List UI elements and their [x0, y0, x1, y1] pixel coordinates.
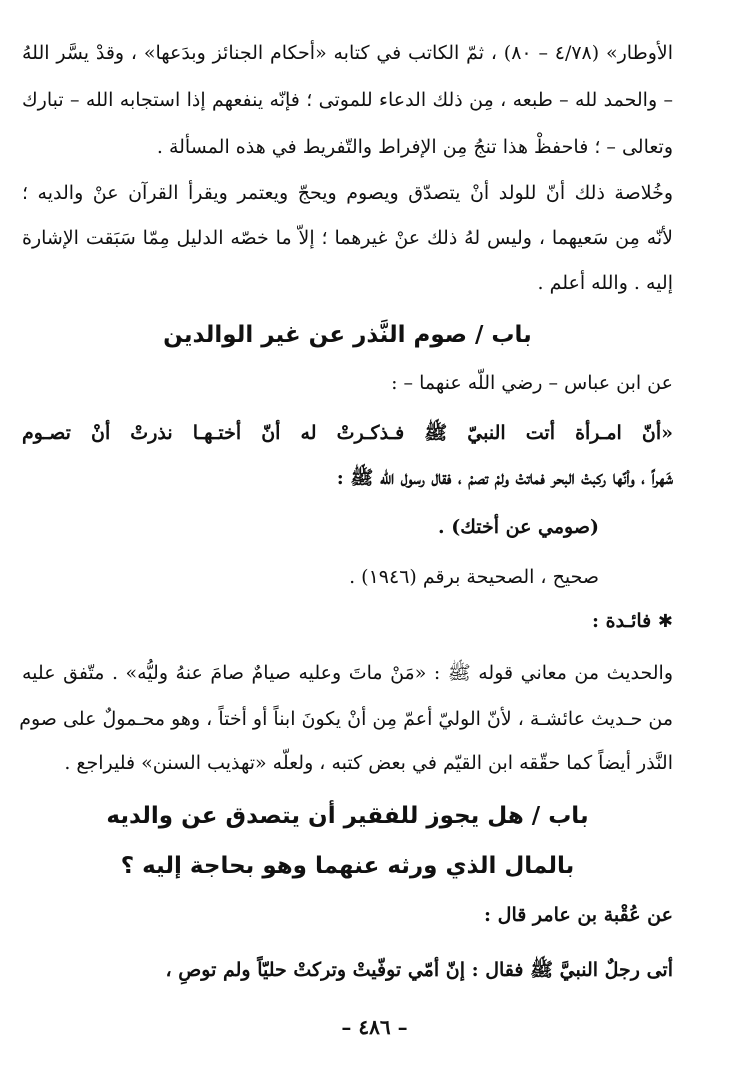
hadith-narrator: عن ابن عباس – رضي اللّه عنهما – :: [391, 372, 673, 394]
benefit-heading: [22, 606, 673, 637]
page-number: – ٤٨٦ –: [341, 1015, 408, 1039]
hadith-narrator: عن عُقْبة بن عامر قال :: [484, 904, 673, 926]
hadith-text-line: أتى رجلٌ النبيَّ ﷺ فقال : إنّ أمّي توفّيتْ وتركتْ حليّاً ولم توصِ ،: [165, 959, 673, 981]
text-line: لأنّه مِن سَعيهما ، وليس لهُ ذلك عنْ غيرهما ؛ إلاّ ما خصّه الدليل مِمّا سَبَقت الإشارة: [22, 227, 673, 249]
text-line: من حـديث عائشـة ، لأنّ الوليّ أعمّ مِن أنْ يكونَ ابناً أو أختاً ، وهو محـمولٌ على صوم: [19, 708, 673, 730]
asterisk-icon: ✱: [657, 611, 673, 632]
benefit-label: فائـدة :: [591, 610, 652, 632]
text-line: وخُلاصة ذلك أنّ للولد أنْ يتصدّق ويصوم ويحجّ ويعتمر ويقرأ القرآن عنْ والديه ؛: [22, 182, 673, 204]
section-heading: بالمال الذي ورثه عنهما وهو بحاجة إليه ؟: [120, 853, 575, 879]
section-heading: باب / صوم النَّذر عن غير الوالدين: [163, 322, 532, 348]
hadith-text-line: شَهراً ، وأنّها ركبتْ البحر فماتتْ ولمْ تصمْ ، فقال رسول اللّه ﷺ :: [336, 467, 673, 489]
hadith-grading: صحيح ، الصحيحة برقم (١٩٤٦) .: [349, 566, 599, 588]
text-line: – والحمد لله – طبعه ، مِن ذلك الدعاء للموتى ؛ فإنّه ينفعهم إذا استجابه الله – تبارك: [22, 89, 673, 111]
hadith-text-line: «أنّ امـرأة أتت النبيّ ﷺ فـذكـرتْ له أنّ أختـهـا نذرتْ أنْ تصـوم: [22, 422, 673, 444]
text-line: وتعالى – ؛ فاحفظْ هذا تنجُ مِن الإفراط والتّفريط في هذه المسألة .: [156, 136, 673, 158]
text-line: إليه . والله أعلم .: [537, 272, 673, 294]
text-line: النَّذر أيضاً كما حقّقه ابن القيّم في بعض كتبه ، ولعلّه «تهذيب السنن» فليراجع .: [64, 752, 673, 774]
text-line: الأوطار» (٤/٧٨ – ٨٠) ، ثمّ الكاتب في كتابه «أحكام الجنائز وبدَعها» ، وقدْ يسَّر اللهُ: [22, 42, 673, 64]
text-line: والحديث من معاني قوله ﷺ : «مَنْ ماتَ وعليه صيامٌ صامَ عنهُ وليُّه» . متّفق عليه: [22, 662, 673, 684]
prophet-saying: (صومي عن أختك) .: [438, 516, 599, 538]
section-heading: باب / هل يجوز للفقير أن يتصدق عن والديه: [106, 803, 589, 829]
